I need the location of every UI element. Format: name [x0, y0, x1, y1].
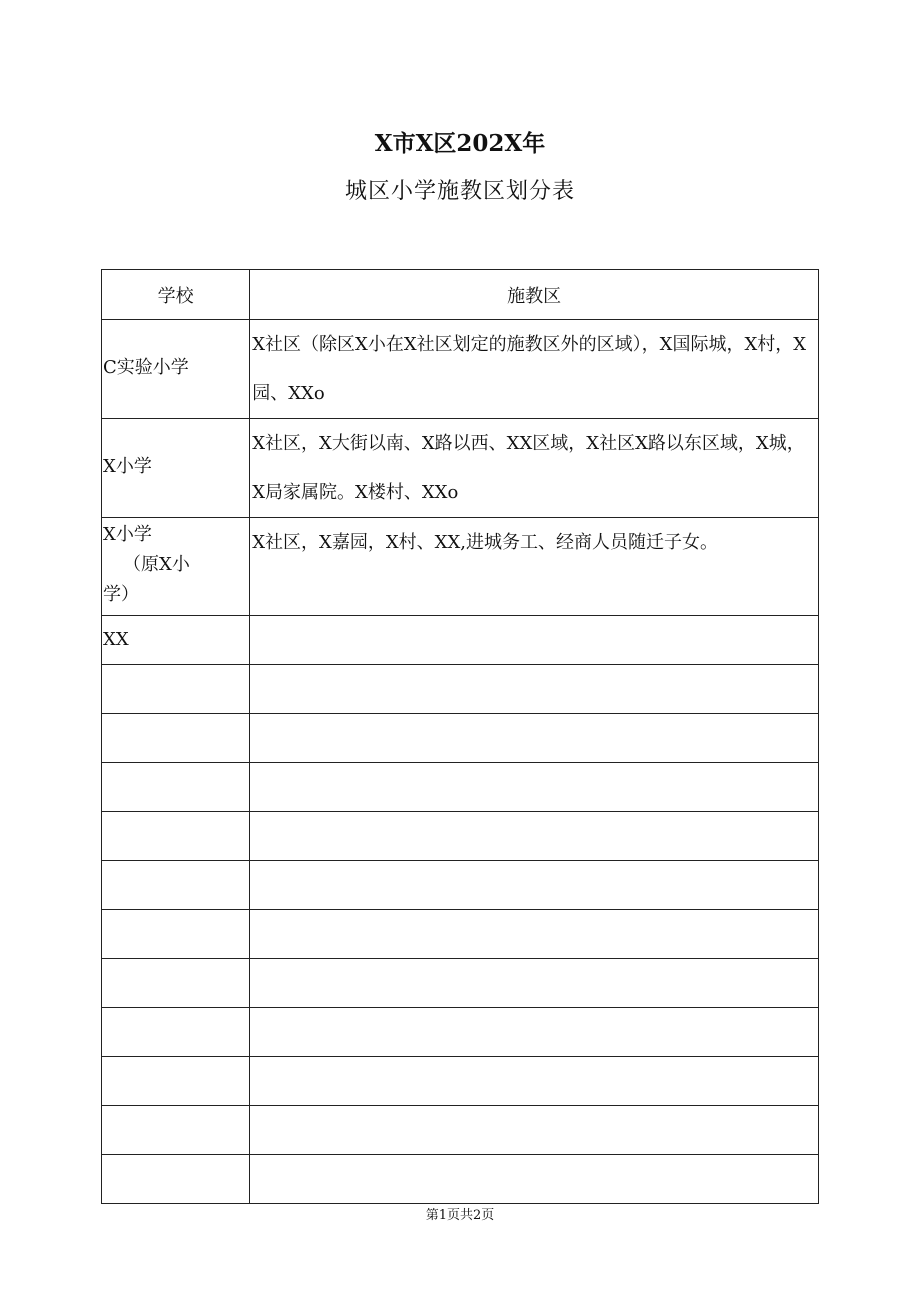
school-name: XX	[103, 629, 129, 650]
school-name-line: X小学	[103, 524, 152, 545]
empty-school-cell	[102, 812, 250, 861]
school-cell	[102, 616, 250, 665]
empty-table-row	[102, 959, 819, 1008]
empty-school-cell	[102, 763, 250, 812]
empty-table-row	[102, 714, 819, 763]
school-name: C实验小学	[103, 357, 189, 378]
empty-table-row	[102, 1106, 819, 1155]
empty-table-row	[102, 861, 819, 910]
table-header-row	[102, 270, 819, 320]
empty-table-row	[102, 763, 819, 812]
zone-cell	[250, 518, 819, 616]
empty-school-cell	[102, 665, 250, 714]
empty-table-row	[102, 1008, 819, 1057]
empty-zone-cell	[250, 1008, 819, 1057]
empty-zone-cell	[250, 1106, 819, 1155]
empty-zone-cell	[250, 763, 819, 812]
school-cell	[102, 320, 250, 419]
zone-cell	[250, 616, 819, 665]
empty-school-cell	[102, 959, 250, 1008]
empty-zone-cell	[250, 1155, 819, 1204]
zone-description: X社区（除区X小在X社区划定的施教区外的区域），X国际城，X村，X园、XXo	[252, 334, 807, 404]
empty-school-cell	[102, 714, 250, 763]
zone-cell	[250, 320, 819, 419]
document-title: X市X区202X年	[374, 130, 546, 157]
page-footer: 第1页共2页	[425, 1208, 495, 1223]
school-cell	[102, 518, 250, 616]
table-row	[102, 419, 819, 518]
empty-zone-cell	[250, 1057, 819, 1106]
empty-table-row	[102, 910, 819, 959]
empty-school-cell	[102, 910, 250, 959]
empty-school-cell	[102, 1155, 250, 1204]
empty-school-cell	[102, 1106, 250, 1155]
school-name-line: （原X小	[123, 554, 190, 575]
empty-zone-cell	[250, 714, 819, 763]
zone-cell	[250, 419, 819, 518]
empty-school-cell	[102, 1057, 250, 1106]
school-zone-table	[101, 269, 819, 1204]
empty-zone-cell	[250, 861, 819, 910]
table-row	[102, 616, 819, 665]
school-name	[102, 518, 249, 610]
empty-zone-cell	[250, 812, 819, 861]
empty-table-row	[102, 1057, 819, 1106]
school-cell	[102, 419, 250, 518]
empty-table-row	[102, 1155, 819, 1204]
header-zone: 施教区	[250, 270, 819, 320]
empty-zone-cell	[250, 910, 819, 959]
empty-zone-cell	[250, 959, 819, 1008]
zone-description: X社区，X大街以南、X路以西、XX区域，X社区X路以东区域，X城，X局家属院。X楼村、XXo	[252, 433, 805, 503]
table-row	[102, 518, 819, 616]
empty-school-cell	[102, 1008, 250, 1057]
school-name-line: 学）	[103, 584, 139, 605]
school-name: X小学	[103, 456, 152, 477]
empty-zone-cell	[250, 665, 819, 714]
empty-table-row	[102, 665, 819, 714]
empty-table-row	[102, 812, 819, 861]
empty-school-cell	[102, 861, 250, 910]
table-row	[102, 320, 819, 419]
document-subtitle: 城区小学施教区划分表	[344, 179, 575, 204]
header-school: 学校	[102, 270, 250, 320]
zone-description: X社区，X嘉园，X村、XX,进城务工、经商人员随迁子女。	[252, 532, 718, 553]
